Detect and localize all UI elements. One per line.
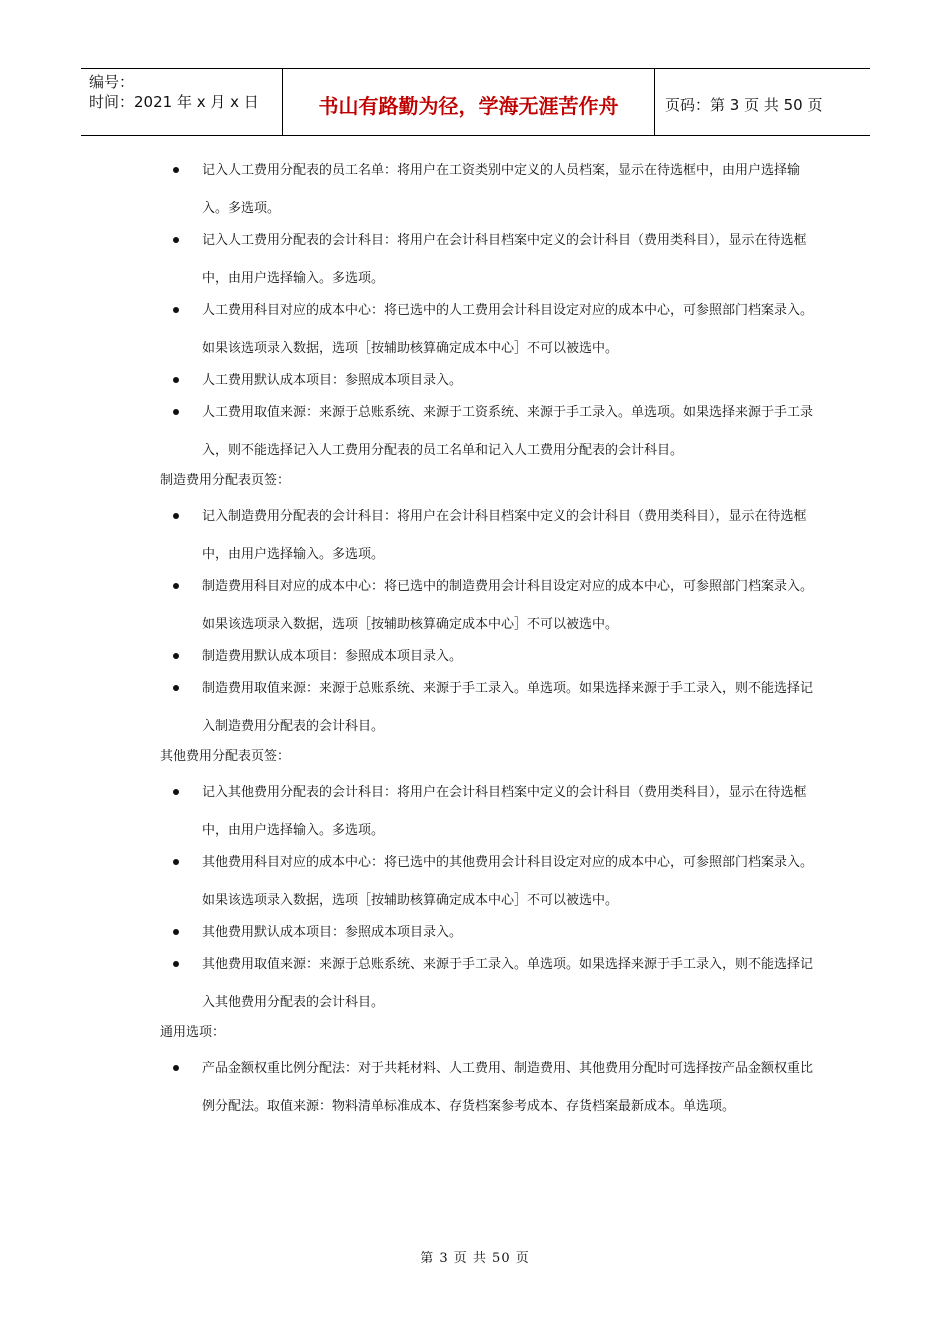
section-heading: 通用选项： xyxy=(160,1025,226,1040)
header-motto: 书山有路勤为径，学海无涯苦作舟 xyxy=(282,69,655,135)
page-header xyxy=(81,68,870,136)
bullet-list-item xyxy=(160,152,820,228)
bullet-list-item xyxy=(160,498,820,574)
bullet-list-item xyxy=(160,292,820,368)
bullet-list-item xyxy=(160,774,820,850)
list-item-text: 记入人工费用分配表的会计科目：将用户在会计科目档案中定义的会计科目（费用类科目），显示在待选框中，由用户选择输入。多选项。 xyxy=(202,233,807,286)
document-number-label: 编号： xyxy=(89,73,135,91)
section-heading: 其他费用分配表页签： xyxy=(160,749,291,764)
bullet-icon xyxy=(173,789,179,795)
bullet-icon xyxy=(173,377,179,383)
document-body xyxy=(160,152,820,1120)
list-item-text: 其他费用科目对应的成本中心：将已选中的其他费用会计科目设定对应的成本中心，可参照部门档案录入。如果该选项录入数据，选项［按辅助核算确定成本中心］不可以被选中。 xyxy=(202,855,814,908)
bullet-icon xyxy=(173,859,179,865)
bullet-icon xyxy=(173,307,179,313)
bullet-list-item xyxy=(160,844,820,920)
bullet-icon xyxy=(173,961,179,967)
list-item-text: 制造费用科目对应的成本中心：将已选中的制造费用会计科目设定对应的成本中心，可参照部门档案录入。如果该选项录入数据，选项［按辅助核算确定成本中心］不可以被选中。 xyxy=(202,579,814,632)
section-heading: 制造费用分配表页签： xyxy=(160,473,291,488)
bullet-icon xyxy=(173,167,179,173)
bullet-list-item xyxy=(160,568,820,644)
list-item-text: 记入制造费用分配表的会计科目：将用户在会计科目档案中定义的会计科目（费用类科目），显示在待选框中，由用户选择输入。多选项。 xyxy=(202,509,807,562)
bullet-icon xyxy=(173,653,179,659)
list-item-text: 记入人工费用分配表的员工名单：将用户在工资类别中定义的人员档案，显示在待选框中，由用户选择输入。多选项。 xyxy=(202,163,801,216)
list-item-text: 人工费用科目对应的成本中心：将已选中的人工费用会计科目设定对应的成本中心，可参照部门档案录入。如果该选项录入数据，选项［按辅助核算确定成本中心］不可以被选中。 xyxy=(202,303,814,356)
header-meta xyxy=(81,69,282,135)
list-item-text: 产品金额权重比例分配法：对于共耗材料、人工费用、制造费用、其他费用分配时可选择按产品金额权重比例分配法。取值来源：物料清单标准成本、存货档案参考成本、存货档案最新成本。单选项。 xyxy=(202,1061,814,1114)
bullet-list-item xyxy=(160,670,820,746)
bullet-icon xyxy=(173,237,179,243)
list-item-text: 其他费用默认成本项目：参照成本项目录入。 xyxy=(202,925,463,940)
bullet-icon xyxy=(173,1065,179,1071)
list-item-text: 其他费用取值来源：来源于总账系统、来源于手工录入。单选项。如果选择来源于手工录入，则不能选择记入其他费用分配表的会计科目。 xyxy=(202,957,814,1010)
list-item-text: 制造费用取值来源：来源于总账系统、来源于手工录入。单选项。如果选择来源于手工录入，则不能选择记入制造费用分配表的会计科目。 xyxy=(202,681,814,734)
list-item-text: 制造费用默认成本项目：参照成本项目录入。 xyxy=(202,649,463,664)
header-page-info: 页码：第 3 页 共 50 页 xyxy=(665,95,823,114)
bullet-icon xyxy=(173,583,179,589)
list-item-text: 记入其他费用分配表的会计科目：将用户在会计科目档案中定义的会计科目（费用类科目），显示在待选框中，由用户选择输入。多选项。 xyxy=(202,785,807,838)
bullet-icon xyxy=(173,929,179,935)
bullet-list-item xyxy=(160,222,820,298)
bullet-list-item xyxy=(160,1050,820,1126)
list-item-text: 人工费用默认成本项目：参照成本项目录入。 xyxy=(202,373,463,388)
bullet-icon xyxy=(173,685,179,691)
list-item-text: 人工费用取值来源：来源于总账系统、来源于工资系统、来源于手工录入。单选项。如果选择来源于手工录入，则不能选择记入人工费用分配表的员工名单和记入人工费用分配表的会计科目。 xyxy=(202,405,814,458)
bullet-icon xyxy=(173,513,179,519)
bullet-list-item xyxy=(160,394,820,470)
bullet-icon xyxy=(173,409,179,415)
document-time-label: 时间：2021 年 x 月 x 日 xyxy=(89,93,259,111)
bullet-list-item xyxy=(160,946,820,1022)
page-footer: 第 3 页 共 50 页 xyxy=(420,1251,530,1266)
